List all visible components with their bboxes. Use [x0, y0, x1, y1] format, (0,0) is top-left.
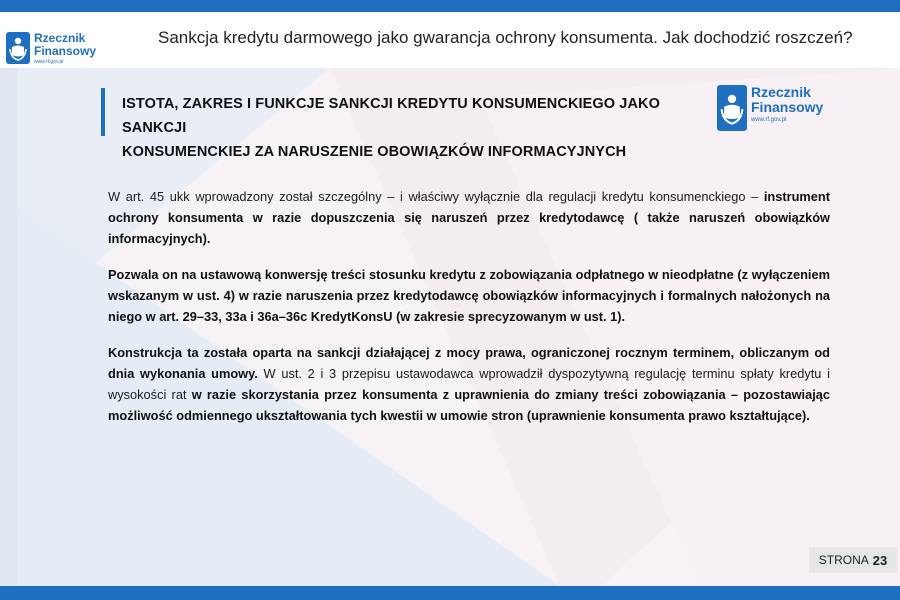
paragraph-1-bold: instrument ochrony konsumenta w razie dopuszczenia się naruszeń przez kredytodawcę ( także naruszeń obowiązków informacyjnych).	[108, 189, 830, 246]
presentation-title: Sankcja kredytu darmowego jako gwarancja ochrony konsumenta. Jak dochodzić roszczeń?	[158, 28, 853, 47]
page-number: 23	[872, 552, 888, 568]
page-indicator	[809, 547, 897, 573]
paragraph-3	[108, 342, 830, 426]
top-accent-strip	[0, 0, 900, 12]
page-label-text: STRONA	[818, 553, 869, 567]
logo-emblem-icon	[717, 85, 747, 131]
paragraph-1-text: W art. 45 ukk wprowadzony został szczególny – i właściwy wyłącznie dla regulacji kredytu konsumenckiego –	[108, 189, 764, 204]
logo-word-2: Finansowy	[751, 98, 824, 115]
paragraph-3-bold-2: w razie skorzystania przez konsumenta z uprawnienia do zmiany treści zobowiązania – pozostawiając możliwość odmiennego ukształtowania tych kwestii w umowie stron (uprawnienie konsumenta prawo kształtujące).	[108, 387, 830, 423]
logo-emblem-icon	[6, 32, 30, 64]
rzecznik-finansowy-logo	[6, 32, 96, 65]
section-title-line-2: KONSUMENCKIEJ ZA NARUSZENIE OBOWIĄZKÓW INFORMACYJNYCH	[122, 144, 627, 160]
logo-word-1: Rzecznik	[751, 84, 811, 100]
slide-content	[108, 186, 830, 441]
title-accent-bar	[101, 88, 105, 136]
slide-header	[0, 12, 900, 68]
bottom-accent-strip	[0, 586, 900, 600]
rzecznik-finansowy-logo-large	[717, 85, 823, 131]
paragraph-2-bold: Pozwala on na ustawową konwersję treści stosunku kredytu z zobowiązania odpłatnego w nieodpłatne (z wyłączeniem wskazanym w ust. 4) w razie naruszenia przez kredytodawcę obowiązków informacyjnych i formalnych nałożonych na niego w art. 29–33, 33a i 36a–36c KredytKonsU (w zakresie sprecyzowanym w ust. 1).	[108, 267, 830, 324]
logo-word-1: Rzecznik	[34, 31, 86, 45]
paragraph-3-text: W ust. 2 i 3 przepisu ustawodawca wprowadził dyspozytywną regulację terminu spłaty kredytu i wysokości rat	[108, 366, 830, 402]
paragraph-2	[108, 264, 830, 327]
logo-url: www.rf.gov.pl	[34, 59, 64, 66]
logo-word-2: Finansowy	[34, 43, 97, 58]
left-side-bar	[0, 68, 17, 586]
section-title-line-1: ISTOTA, ZAKRES I FUNKCJE SANKCJI KREDYTU KONSUMENCKIEGO JAKO SANKCJI	[122, 96, 660, 136]
paragraph-3-bold-1: Konstrukcja ta została oparta na sankcji działającej z mocy prawa, ograniczonej rocznym terminem, obliczanym od dnia wykonania umowy.	[108, 345, 830, 381]
section-title	[122, 92, 712, 164]
logo-url: www.rf.gov.pl	[751, 117, 787, 124]
paragraph-1	[108, 186, 830, 249]
